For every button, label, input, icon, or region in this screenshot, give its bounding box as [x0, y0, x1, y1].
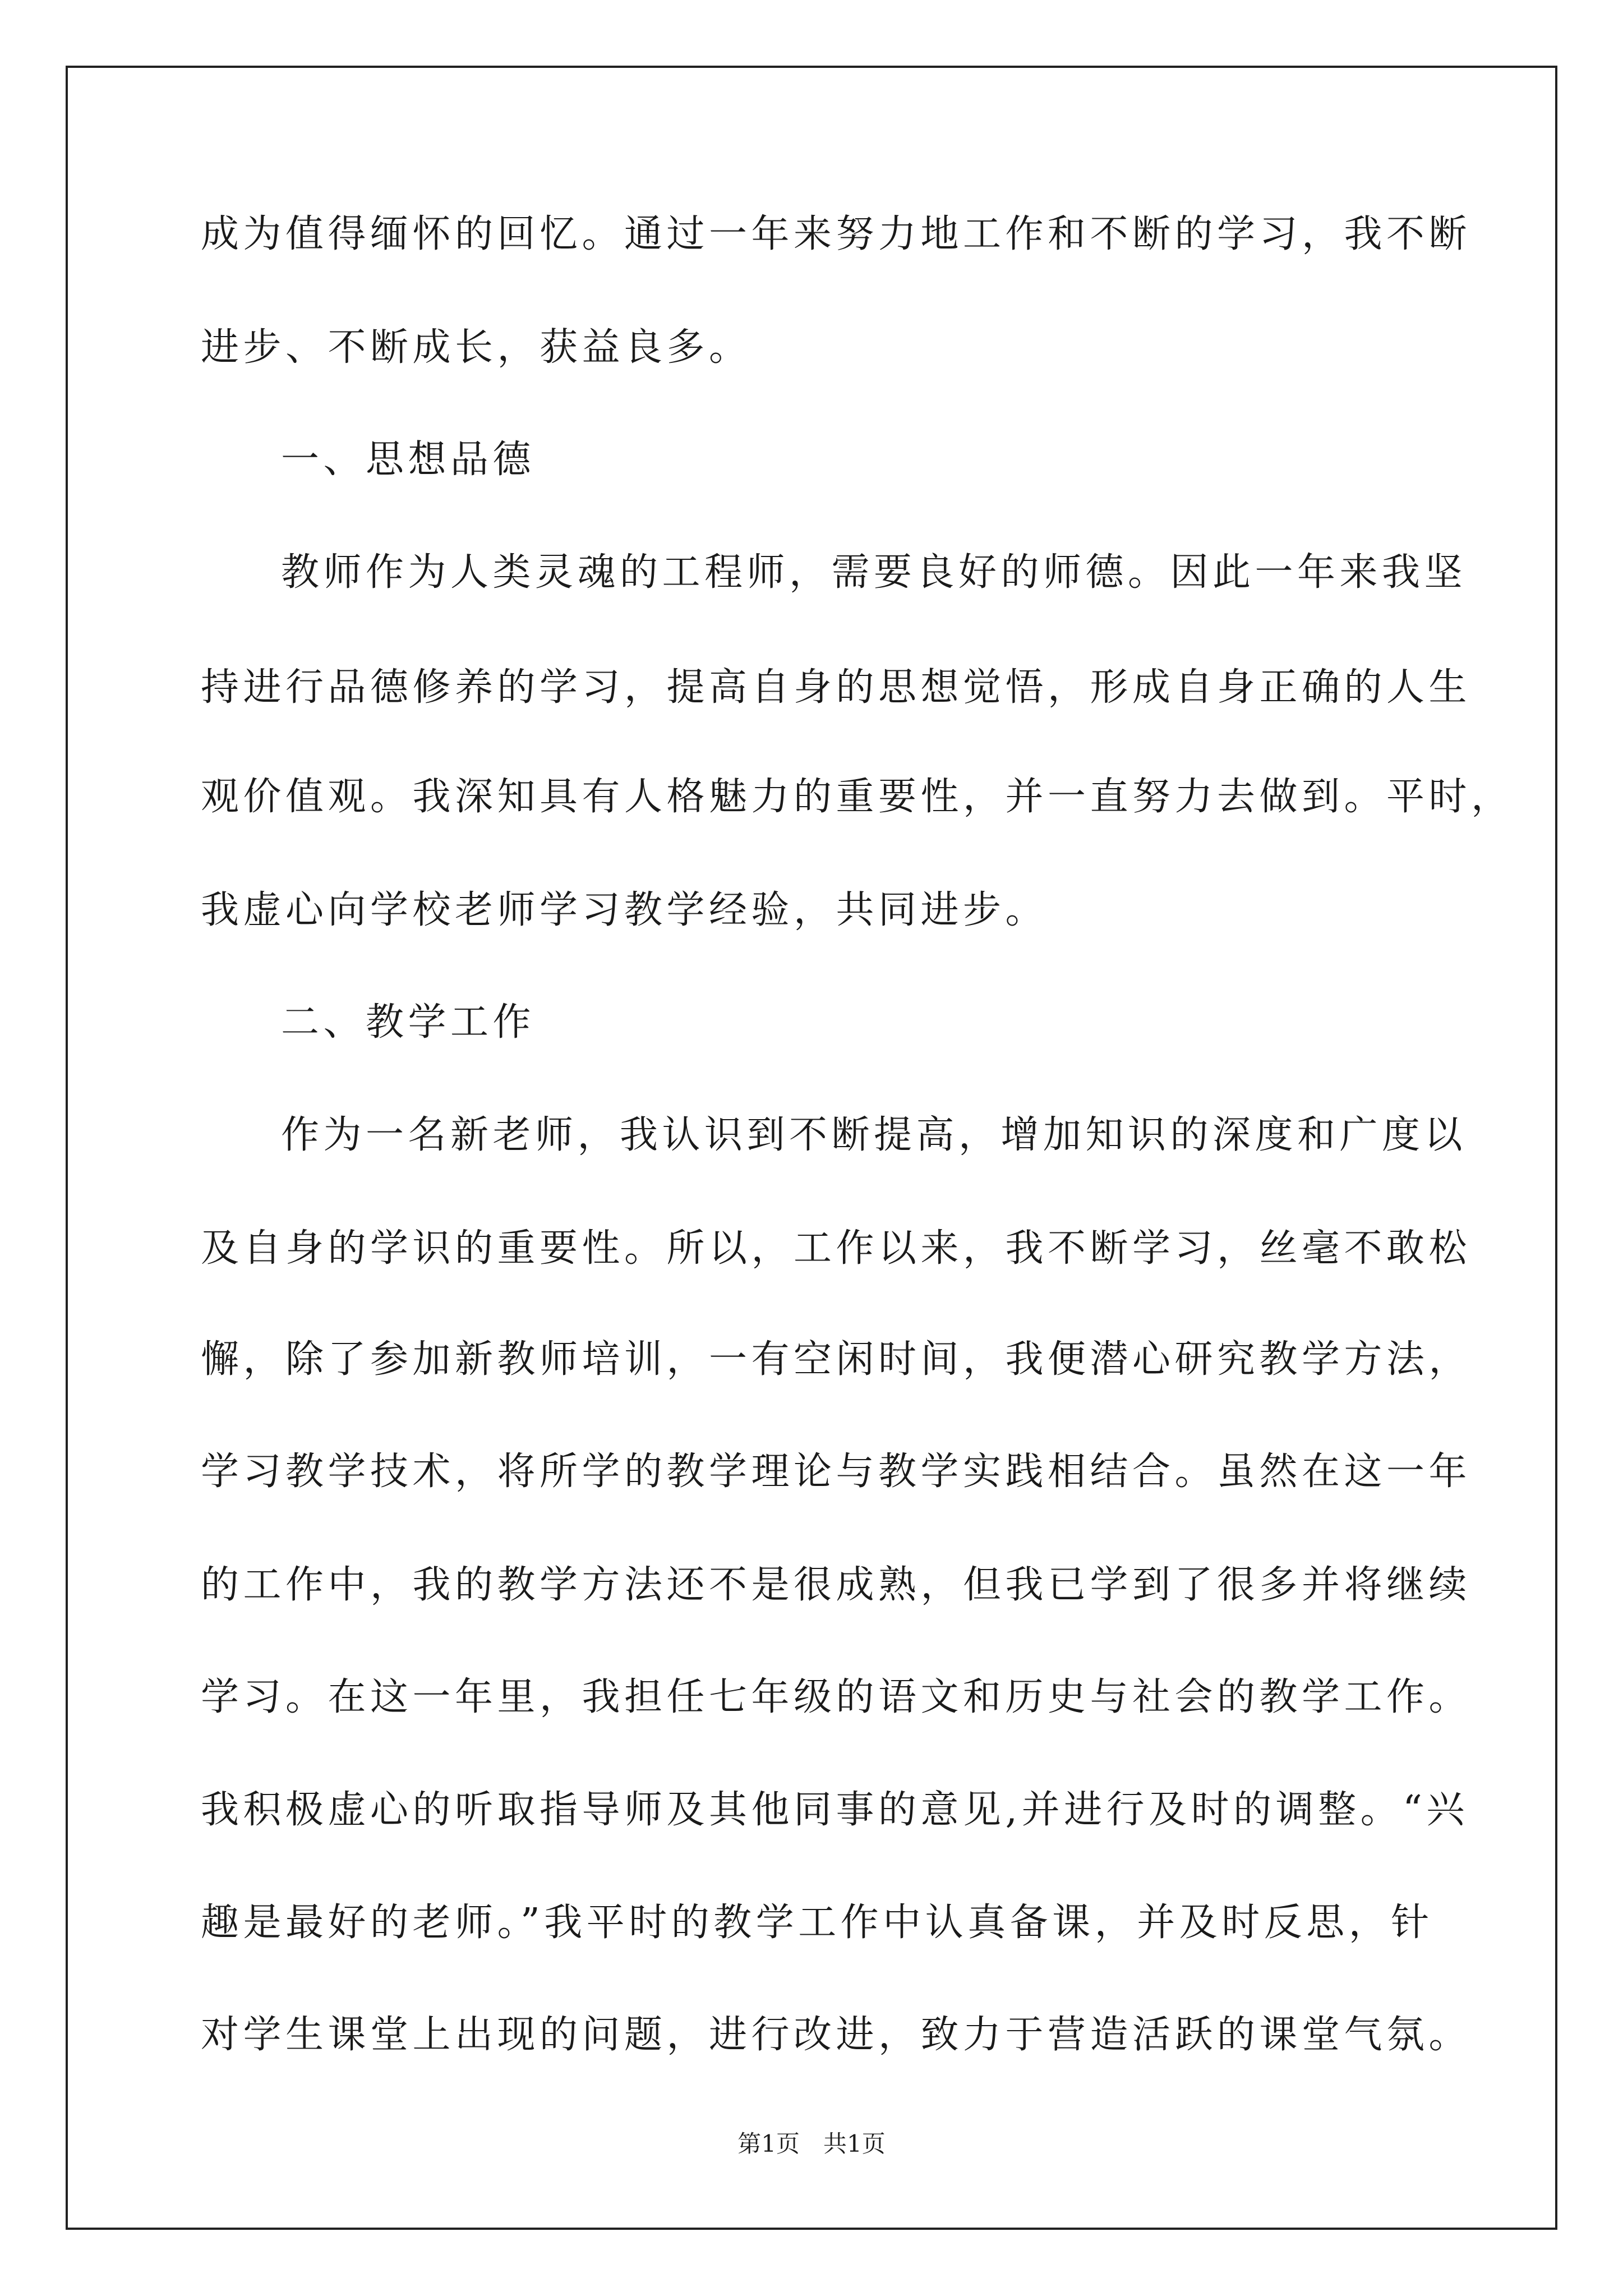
text-line: 学习。在这一年里，我担任七年级的语文和历史与社会的教学工作。: [201, 1675, 1472, 1719]
text-line: 及自身的学识的重要性。所以，工作以来，我不断学习，丝毫不敢松: [201, 1226, 1472, 1271]
text-line: 我虚心向学校老师学习教学经验，共同进步。: [201, 888, 1048, 932]
text-line: 我积极虚心的听取指导师及其他同事的意见,并进行及时的调整。“兴: [201, 1788, 1469, 1832]
text-line: 观价值观。我深知具有人格魅力的重要性，并一直努力去做到。平时，: [201, 775, 1514, 819]
section-heading: 二、教学工作: [281, 1000, 536, 1045]
text-line: 教师作为人类灵魂的工程师，需要良好的师德。因此一年来我坚: [281, 550, 1467, 595]
text-line: 进步、不断成长，获益良多。: [201, 325, 751, 370]
text-line: 作为一名新老师，我认识到不断提高，增加知识的深度和广度以: [281, 1113, 1467, 1157]
text-line: 趣是最好的老师。”我平时的教学工作中认真备课，并及时反思，针: [201, 1901, 1433, 1945]
text-line: 成为值得缅怀的回忆。通过一年来努力地工作和不断的学习，我不断: [201, 212, 1472, 256]
text-line: 持进行品德修养的学习，提高自身的思想觉悟，形成自身正确的人生: [201, 665, 1472, 710]
text-line: 对学生课堂上出现的问题，进行改进，致力于营造活跃的课堂气氛。: [201, 2013, 1472, 2057]
text-line: 懈，除了参加新教师培训，一有空闲时间，我便潜心研究教学方法，: [201, 1337, 1472, 1382]
page-number-footer: 第1页 共1页: [737, 2130, 886, 2157]
text-line: 学习教学技术，将所学的教学理论与教学实践相结合。虽然在这一年: [201, 1450, 1472, 1494]
section-heading: 一、思想品德: [281, 438, 536, 482]
text-line: 的工作中，我的教学方法还不是很成熟，但我已学到了很多并将继续: [201, 1563, 1472, 1607]
